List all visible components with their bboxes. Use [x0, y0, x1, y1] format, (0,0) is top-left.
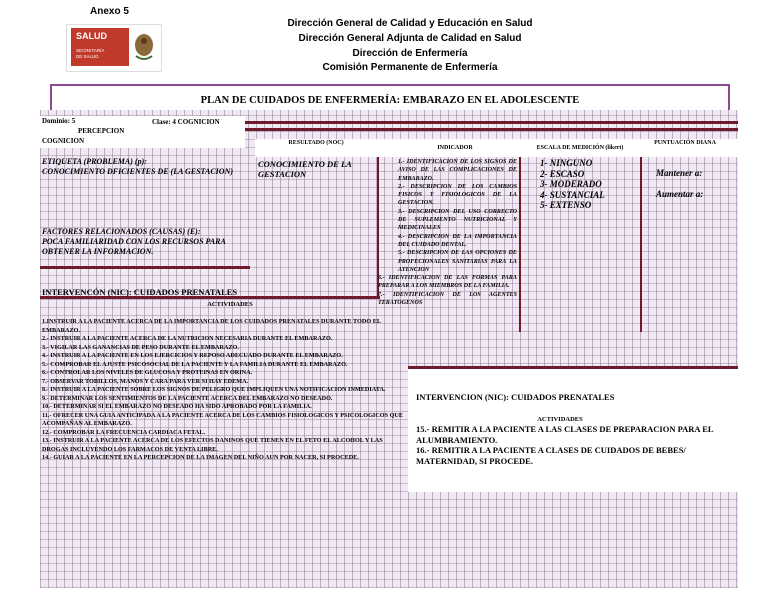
header-line-4: Comisión Permanente de Enfermería — [322, 62, 498, 73]
etiqueta-label: ETIQUETA (PROBLEMA) (p): — [42, 157, 147, 166]
header-line-3: Dirección de Enfermería — [352, 48, 468, 59]
intervention-1-title: INTERVENCÓN (NIC): CUIDADOS PRENATALES — [42, 287, 238, 297]
logo-brand: SALUD — [76, 31, 107, 41]
activity-14: 14.- GUIAR A LA PACIENTE EN LA PERCEPCION DE LA IMAGEN DEL NIÑO AUN POR NACER, SI PROCEDE. — [42, 454, 359, 461]
indicator-5: 5.- DESCRIPCION DE LAS OPCIONES DE PROFECIONALES SANITARIAS PARA LA ATENCION — [398, 250, 517, 273]
header-line-2: Dirección General Adjunta de Calidad en Salud — [298, 33, 522, 44]
activity-4: 4.- INSTRUIR A LA PACIENTE EN LOS EJERCICIOS Y REPOSO ADECUADO DURANTE EL EMBARAZO. — [42, 352, 343, 359]
header-indicador: INDICADOR — [437, 145, 473, 151]
factores-value: POCA FAMILIARIDAD CON LOS RECURSOS PARA OBTENER LA INFORMACION. — [42, 237, 226, 256]
indicator-1: 1.- IDENTIFICACION DE LOS SIGNOS DE AVISO DE LAS COMPLICACIONES DE EMBARAZO. — [398, 159, 517, 182]
divider-bar-3 — [40, 266, 250, 269]
activity-2: 2.- INSTRUIR A LA PACIENTE ACERCA DE LA NUTRICION NECESARIA DURANTE EL EMBARAZO. — [42, 335, 333, 342]
salud-logo — [66, 24, 162, 72]
mantener-label: Mantener a: — [656, 168, 703, 178]
intervention-1-activities-label: ACTIVIDADES — [207, 301, 253, 308]
logo-subtitle-2: DE SALUD — [76, 54, 99, 59]
indicator-3: 3.- DESCRIPCION DEL USO CORRECTO DE SUPLEMENTO NUTRICIONAL Y MEDICINALES — [398, 208, 517, 232]
domain-percepcion: PERCEPCION — [78, 127, 125, 135]
intervention-2-activities-label: ACTIVIDADES — [537, 416, 583, 423]
etiqueta-value: CONOCIMIENTO DFICIENTES DE (LA GESTACION) — [42, 167, 234, 176]
activity-6: 6.- CONTROLAR LOS NIVELES DE GLUCOSA Y PROTEINAS EN ORINA. — [42, 369, 253, 376]
scale-item-5: 5- EXTENSO — [540, 200, 592, 210]
activity-3: 3.- VIGILAR LAS GANANCIAS DE PESO DURANTE EL EMBARAZO. — [42, 343, 239, 351]
eagle-emblem-icon — [133, 32, 155, 62]
header-resultado: RESULTADO (NOC) — [288, 140, 344, 146]
col-divider-2 — [519, 157, 521, 332]
scale-item-4: 4- SUSTANCIAL — [540, 189, 605, 200]
aumentar-label: Aumentar a: — [656, 189, 704, 199]
activity-10: 10.- DETERMINAR SI EL EMBARAZO NO DESEADO HA SIDO APROBADO POR LA FAMILIA. — [42, 403, 312, 410]
class-label: Clase: 4 COGNICION — [152, 118, 220, 126]
activity-7: 7.- OBSERVAR TOBILLOS, MANOS Y CARA PARA VER SI HAY EDEMA. — [42, 377, 249, 385]
intervention-2-activity-16: 16.- REMITIR A LA PACIENTE A CLASES DE CUIDADOS DE BEBES/ MATERNIDAD, SI PROCEDE. — [416, 445, 686, 466]
divider-bar-5 — [408, 366, 738, 369]
activity-12: 12.- COMPROBAR LA FRECUENCIA CARDIACA FETAL. — [42, 428, 205, 436]
activity-5: 5.- COMPROBAR EL AJUSTE PSICOSOCIAL DE LA PACIENTE Y LA FAMILIA DURANTE EL EMBARAZO. — [42, 360, 348, 368]
col-divider-3 — [640, 157, 642, 332]
activity-9: 9.- DETERMINAR LOS SENTIMIENTOS DE LA PACIENTE ACERCA DEL EMBARAZO NO DESEADO. — [42, 394, 333, 402]
logo-brand-block — [71, 28, 129, 66]
scale-item-1: 1- NINGUNO — [540, 158, 593, 168]
intervention-2-activity-15: 15.- REMITIR A LA PACIENTE A LAS CLASES DE PREPARACION PARA EL ALUMBRAMIENTO. — [416, 424, 714, 445]
indicator-list — [380, 158, 517, 307]
indicator-7: 7.- IDENTIFICACION DE LOS AGENTES TERATOGENOS — [378, 291, 517, 307]
intervention-1-list — [42, 318, 404, 463]
scale-item-2: 2- ESCASO — [540, 168, 585, 179]
resultado-value: CONOCIMIENTO DE LA GESTACION — [258, 159, 352, 179]
activity-8: 8.- INSTRUIR A LA PACIENTE SOBRE LOS SIGNOS DE PELIGRO QUE IMPLIQUEN UNA NOTIFICACION INMEDIATA. — [42, 386, 386, 393]
header-puntuacion: PUNTUACIÓN DIANA — [654, 140, 716, 146]
intervention-2-title: INTERVENCION (NIC): CUIDADOS PRENATALES — [416, 392, 615, 402]
domain-cognicion: COGNICION — [42, 137, 85, 145]
indicator-2: 2.- DESCRIPCION DE LOS CAMBIOS FISICOS Y FISIOLOGICOS DE LA GESTACION. — [398, 183, 517, 207]
factores-label: FACTORES RELACIONADOS (CAUSAS) (E): — [42, 227, 201, 236]
activity-11: 11.- OFRECER UNA GUIA ANTICIPADA A LA PACIENTE ACERCA DE LOS CAMBIOS FISIOLOGICOS Y PSICOLOGICOS QUE ACOMPAÑAN AL EMBARAZO. — [42, 411, 403, 427]
plan-title: PLAN DE CUIDADOS DE ENFERMERÍA: EMBARAZO EN EL ADOLESCENTE — [200, 95, 580, 106]
annex-label: Anexo 5 — [90, 6, 129, 17]
domain-number: Dominio: 5 — [42, 117, 76, 125]
header-line-1: Dirección General de Calidad y Educación en Salud — [287, 18, 533, 29]
header-escala: ESCALA DE MEDICIÓN (likert) — [536, 145, 624, 151]
indicator-4: 4.- DESCRIPCION DE LA IMPORTANCIA DEL CUIDADO DENTAL. — [398, 233, 517, 248]
logo-subtitle-1: SECRETARÍA — [76, 48, 105, 53]
indicator-6: 6.- IDENTIFICACION DE LAS FORMAS PARA PREPARAR A LOS MIEMBROS DE LA FAMILIA. — [378, 275, 517, 290]
likert-scale — [540, 158, 605, 211]
activity-1: 1.INSTRUIR A LA PACIENTE ACERCA DE LA IMPORTANCIA DE LOS CUIDADOS PRENATALES DURANTE TODO EL EMBARAZO. — [42, 318, 381, 334]
activity-13: 13.- INSTRUIR A LA PACIENTE ACERCA DE LOS EFECTOS DANINOS QUE TIENEN EN EL FETO EL ALCOHOL Y LAS DROGAS INCLUYENDO LOS FARMACOS DE VENTA LIBRE. — [42, 437, 383, 453]
scale-item-3: 3- MODERADO — [540, 179, 602, 189]
